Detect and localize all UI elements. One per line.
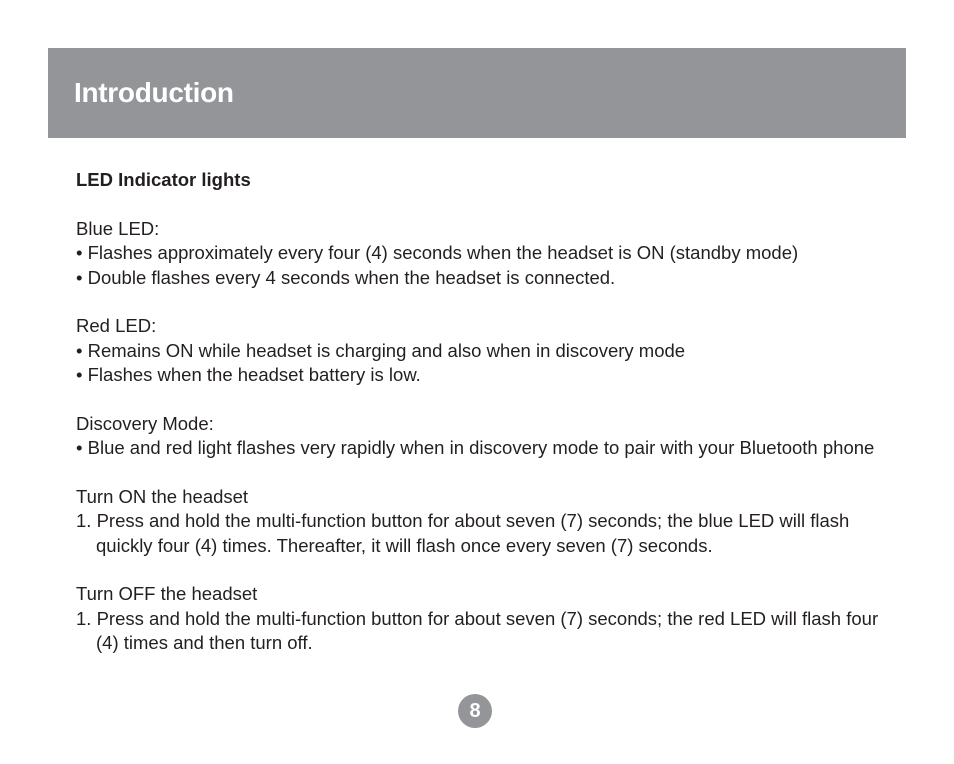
red-led-heading: Red LED: (76, 315, 157, 336)
turn-off-heading: Turn OFF the headset (76, 583, 258, 604)
header-bar (48, 48, 906, 138)
list-item: • Double flashes every 4 seconds when the headset is connected. (76, 266, 616, 288)
discovery-mode-heading: Discovery Mode: (76, 412, 214, 434)
page-title: Introduction (74, 77, 234, 108)
list-item: • Blue and red light flashes very rapidly when in discovery mode to pair with your Bluetooth phone (76, 437, 875, 458)
list-item: • Flashes approximately every four (4) seconds when the headset is ON (standby mode) (76, 242, 799, 263)
turn-on-heading: Turn ON the headset (76, 485, 249, 507)
page-number-badge: 8 (458, 694, 492, 728)
step-item: 1. Press and hold the multi-function button for about seven (7) seconds; the blue LED will flash quickly four (4) times. Thereafter, it will flash once every seven (7) seconds. (76, 510, 850, 556)
step-item: 1. Press and hold the multi-function button for about seven (7) seconds; the red LED will flash four (4) times and then turn off. (76, 607, 879, 653)
list-item: • Remains ON while headset is charging and also when in discovery mode (76, 339, 686, 361)
discovery-mode-section (76, 412, 896, 461)
main-content (76, 168, 896, 656)
red-led-section (76, 314, 896, 388)
section-title: LED Indicator lights (76, 169, 251, 190)
blue-led-heading: Blue LED: (76, 217, 160, 239)
turn-on-section (76, 485, 896, 559)
blue-led-section (76, 217, 896, 291)
list-item: • Flashes when the headset battery is low. (76, 364, 421, 385)
turn-off-section (76, 582, 896, 656)
